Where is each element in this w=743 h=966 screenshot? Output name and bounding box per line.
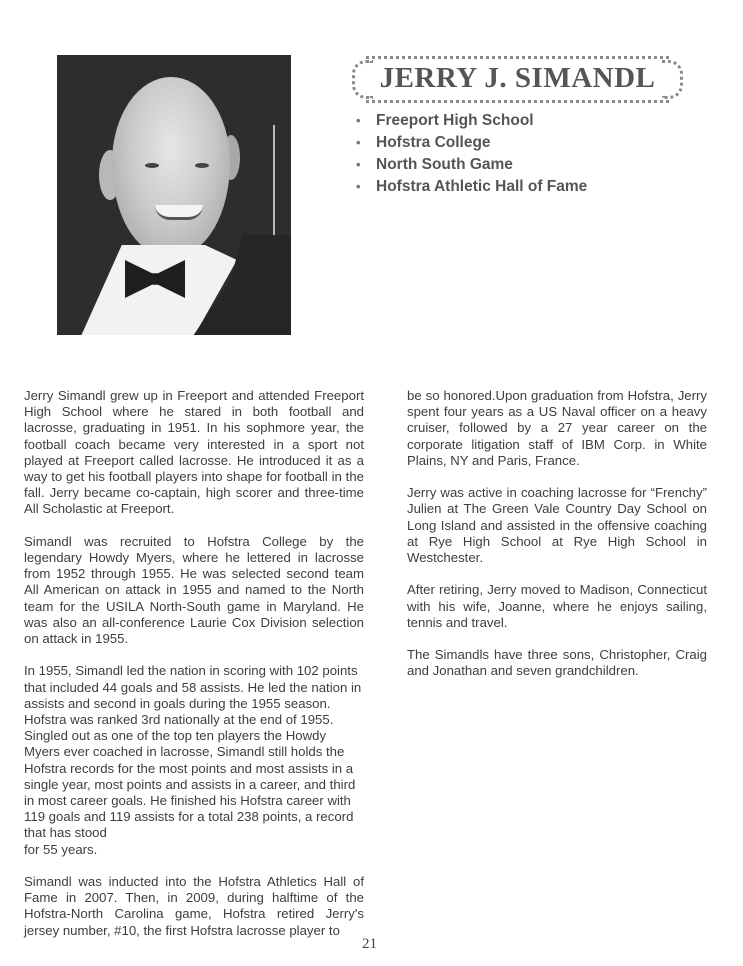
bio-paragraph-records: In 1955, Simandl led the nation in scoring with 102 points that included 44 goals and 58 assists. He led the nation in assists and second in goals during the 1955 season. Hofstra was ranked 3rd nationally at the end of 1955. Singled out as one of the top ten players the Howdy Myers ever coached in lacrosse, Simandl still holds the Hofstra records for the most points and most assists in a single year, most points and assists in a career, and third in most career goals. He finished his Hofstra career with 119 goals and 119 assists for a total 238 points, a record that has stood bbox=[24, 663, 362, 841]
bio-paragraph-hall-of-fame: Simandl was inducted into the Hofstra Athletics Hall of Fame in 2007. Then, in 2009, during halftime of the Hofstra-North Carolina game, Hofstra retired Jerry's jersey number, #10, the first Hofstra lacrosse player to bbox=[24, 874, 364, 938]
name-banner bbox=[352, 56, 683, 103]
bio-paragraph-early-life: Jerry Simandl grew up in Freeport and attended Freeport High School where he stared in both football and lacrosse, graduating in 1951. In his sophmore year, the football coach became very interested in a sport not played at Freeport called lacrosse. He introduced it as a way to get his football players into shape for football in the fall. Jerry became co-captain, high scorer and three-time All Scholastic at Freeport. bbox=[24, 388, 364, 517]
highlight-item bbox=[356, 176, 587, 198]
bullet-icon: • bbox=[356, 157, 361, 172]
photo-eye-left bbox=[145, 163, 159, 168]
bullet-icon: • bbox=[356, 135, 361, 150]
highlights-list bbox=[356, 110, 587, 198]
page-number-label: 21 bbox=[362, 936, 377, 952]
bullet-icon: • bbox=[356, 113, 361, 128]
highlight-label: Hofstra Athletic Hall of Fame bbox=[376, 178, 588, 195]
bio-paragraph-coaching: Jerry was active in coaching lacrosse for “Frenchy” Julien at The Green Vale Country Day School on Long Island and assisted in the offensive coaching at Rye High School at Rye High School in Westchester. bbox=[407, 485, 707, 566]
bio-paragraph-college: Simandl was recruited to Hofstra College by the legendary Howdy Myers, where he lettered in lacrosse from 1952 through 1955. He was selected second team All American on attack in 1955 and named to the North team for the USILA North-South game in Maryland. He was also an all-conference Laurie Cox Division selection on attack in 1955. bbox=[24, 533, 364, 647]
photo-eye-right bbox=[195, 163, 209, 168]
page-number bbox=[0, 936, 743, 953]
right-column bbox=[407, 388, 707, 696]
highlight-label: Freeport High School bbox=[376, 112, 534, 129]
photo-smile bbox=[155, 205, 203, 220]
highlight-item bbox=[356, 154, 587, 176]
left-column bbox=[24, 388, 364, 955]
highlight-label: Hofstra College bbox=[376, 134, 491, 151]
page-title: JERRY J. SIMANDL bbox=[379, 62, 656, 94]
portrait-photo bbox=[57, 55, 291, 335]
bio-paragraph-retirement: After retiring, Jerry moved to Madison, Connecticut with his wife, Joanne, where he enjoys sailing, tennis and travel. bbox=[407, 582, 707, 630]
highlight-item bbox=[356, 110, 587, 132]
photo-scratch bbox=[273, 125, 275, 235]
photo-head bbox=[112, 77, 230, 255]
highlight-item bbox=[356, 132, 587, 154]
highlight-label: North South Game bbox=[376, 156, 513, 173]
bio-paragraph-career: be so honored.Upon graduation from Hofstra, Jerry spent four years as a US Naval officer on a heavy cruiser, followed by a 27 year career on the corporate litigation staff of IBM Corp. in White Plains, NY and Paris, France. bbox=[407, 388, 707, 468]
bullet-icon: • bbox=[356, 179, 361, 194]
bio-paragraph-records-end: for 55 years. bbox=[24, 841, 98, 857]
bio-paragraph-family: The Simandls have three sons, Christopher, Craig and Jonathan and seven grandchildren. bbox=[407, 647, 707, 679]
